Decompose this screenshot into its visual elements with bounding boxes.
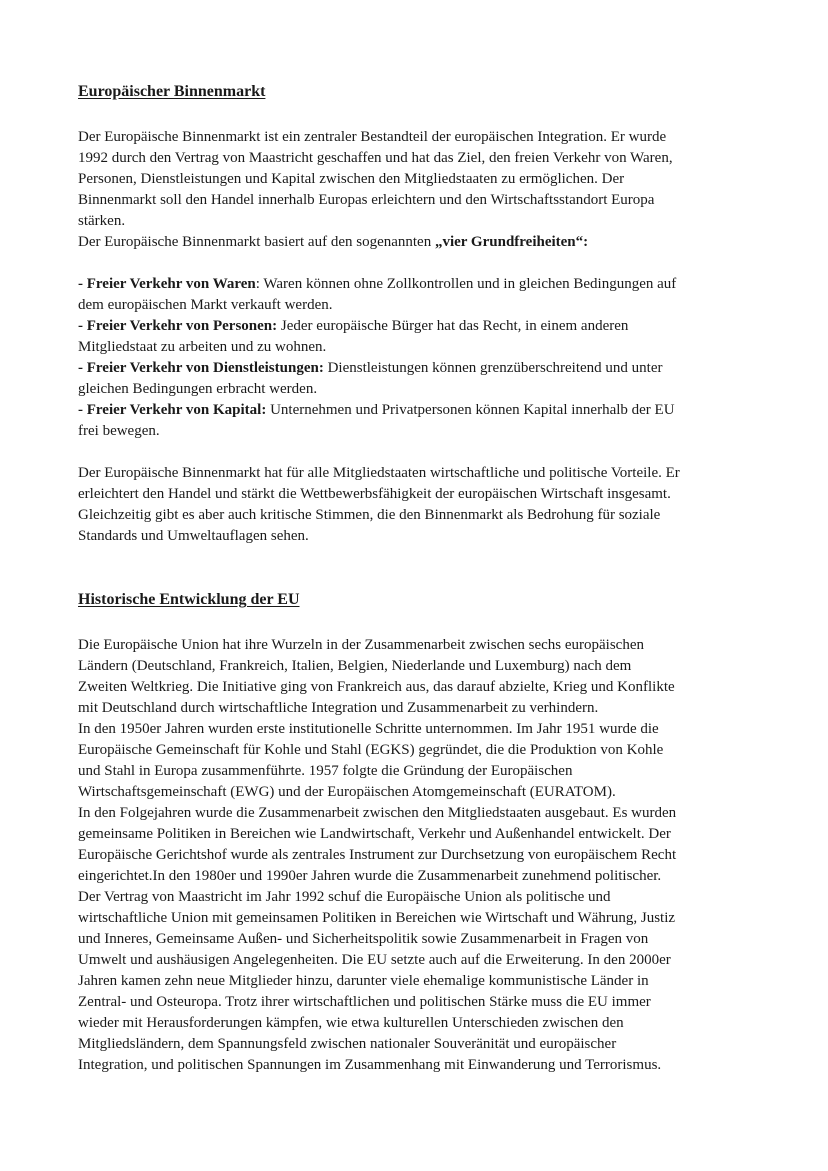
paragraph-line: Standards und Umweltauflagen sehen. — [78, 528, 309, 544]
paragraph-line: Integration, und politischen Spannungen im Zusammenhang mit Einwanderung und Terrorismus. — [78, 1057, 662, 1073]
geschichte-body — [78, 635, 758, 1076]
paragraph-line: In den Folgejahren wurde die Zusammenarbeit zwischen den Mitgliedstaaten ausgebaut. Es wurden — [78, 805, 677, 821]
grundfreiheiten-label: „vier Grundfreiheiten“: — [434, 234, 589, 250]
paragraph-line: Europäische Gerichtshof wurde als zentrales Instrument zur Durchsetzung von europäischem Recht — [78, 847, 677, 863]
paragraph-line: Jahren kamen zehn neue Mitglieder hinzu, darunter viele ehemalige kommunistische Länder in — [78, 973, 649, 989]
paragraph-line: 1992 durch den Vertrag von Maastricht geschaffen und hat das Ziel, den freien Verkehr von Waren, — [78, 150, 673, 166]
paragraph-line: Die Europäische Union hat ihre Wurzeln in der Zusammenarbeit zwischen sechs europäischen — [78, 637, 645, 653]
paragraph-line: wirtschaftliche Union mit gemeinsamen Politiken in Bereichen wie Wirtschaft und Währung, Justiz — [78, 910, 676, 926]
paragraph-line: Der Europäische Binnenmarkt ist ein zentraler Bestandteil der europäischen Integration. Er wurde — [78, 129, 667, 145]
paragraph-line: Personen, Dienstleistungen und Kapital zwischen den Mitgliedstaaten zu ermöglichen. Der — [78, 171, 625, 187]
paragraph-line: Zweiten Weltkrieg. Die Initiative ging von Frankreich aus, das darauf abzielte, Krieg und Konflikte — [78, 679, 675, 695]
paragraph-line: Umwelt und aushäusigen Angelegenheiten. Die EU setzte auch auf die Erweiterung. In den 2000er — [78, 952, 671, 968]
freedom-text: Unternehmen und Privatpersonen können Kapital innerhalb der EU — [266, 402, 675, 418]
paragraph-line: Mitgliedsländern, dem Spannungsfeld zwischen nationaler Souveränität und europäischer — [78, 1036, 617, 1052]
freedom-text-continued: dem europäischen Markt verkauft werden. — [78, 297, 333, 313]
freedom-label: - Freier Verkehr von Waren — [78, 276, 256, 292]
freedom-text: : Waren können ohne Zollkontrollen und in gleichen Bedingungen auf — [255, 276, 677, 292]
freedom-text: Jeder europäische Bürger hat das Recht, in einem anderen — [277, 318, 629, 334]
paragraph-line: Europäische Gemeinschaft für Kohle und Stahl (EGKS) gegründet, die die Produktion von Kohle — [78, 742, 664, 758]
grundfreiheiten-intro — [78, 232, 758, 253]
paragraph-line: wieder mit Herausforderungen kämpfen, wie etwa kulturellen Unterschieden zwischen den — [78, 1015, 624, 1031]
paragraph-line: erleichtert den Handel und stärkt die Wettbewerbsfähigkeit der europäischen Wirtschaft insgesamt. — [78, 486, 671, 502]
freedom-item — [78, 316, 758, 337]
freedom-label: - Freier Verkehr von Kapital: — [78, 402, 267, 418]
freedom-item — [78, 274, 758, 295]
paragraph-line: In den 1950er Jahren wurden erste institutionelle Schritte unternommen. Im Jahr 1951 wurde die — [78, 721, 659, 737]
paragraph-line: stärken. — [78, 213, 126, 229]
freedom-label: - Freier Verkehr von Personen: — [78, 318, 278, 334]
freedom-text-continued: Mitgliedstaat zu arbeiten und zu wohnen. — [78, 339, 327, 355]
section-title-geschichte: Historische Entwicklung der EU — [78, 591, 300, 608]
freedom-item — [78, 358, 758, 379]
binnenmarkt-body — [78, 127, 758, 547]
freedom-text: Dienstleistungen können grenzüberschreitend und unter — [323, 360, 663, 376]
paragraph-line: Zentral- und Osteuropa. Trotz ihrer wirtschaftlichen und politischen Stärke muss die EU immer — [78, 994, 651, 1010]
grundfreiheiten-intro-text: Der Europäische Binnenmarkt basiert auf den sogenannten — [78, 234, 435, 250]
paragraph-line: und Inneres, Gemeinsame Außen- und Sicherheitspolitik sowie Zusammenarbeit in Fragen von — [78, 931, 649, 947]
paragraph-line: eingerichtet.In den 1980er und 1990er Jahren wurde die Zusammenarbeit zunehmend politischer. — [78, 868, 662, 884]
paragraph-line: Der Vertrag von Maastricht im Jahr 1992 schuf die Europäische Union als politische und — [78, 889, 611, 905]
freedom-item — [78, 400, 758, 421]
paragraph-line: und Stahl in Europa zusammenführte. 1957 folgte die Gründung der Europäischen — [78, 763, 573, 779]
paragraph-line: mit Deutschland durch wirtschaftliche Integration und Zusammenarbeit zu verhindern. — [78, 700, 599, 716]
freedom-text-continued: gleichen Bedingungen erbracht werden. — [78, 381, 318, 397]
freedom-text-continued: frei bewegen. — [78, 423, 160, 439]
paragraph-line: Wirtschaftsgemeinschaft (EWG) und der Europäischen Atomgemeinschaft (EURATOM). — [78, 784, 616, 800]
paragraph-line: Binnenmarkt soll den Handel innerhalb Europas erleichtern und den Wirtschaftsstandort Europa — [78, 192, 655, 208]
freedom-label: - Freier Verkehr von Dienstleistungen: — [78, 360, 324, 376]
paragraph-line: Gleichzeitig gibt es aber auch kritische Stimmen, die den Binnenmarkt als Bedrohung für soziale — [78, 507, 661, 523]
paragraph-line: gemeinsame Politiken in Bereichen wie Landwirtschaft, Verkehr und Außenhandel entwickelt. Der — [78, 826, 671, 842]
paragraph-line: Ländern (Deutschland, Frankreich, Italien, Belgien, Niederlande und Luxemburg) nach dem — [78, 658, 632, 674]
section-title-binnenmarkt: Europäischer Binnenmarkt — [78, 83, 266, 100]
paragraph-line: Der Europäische Binnenmarkt hat für alle Mitgliedstaaten wirtschaftliche und politische Vorteile. Er — [78, 465, 680, 481]
